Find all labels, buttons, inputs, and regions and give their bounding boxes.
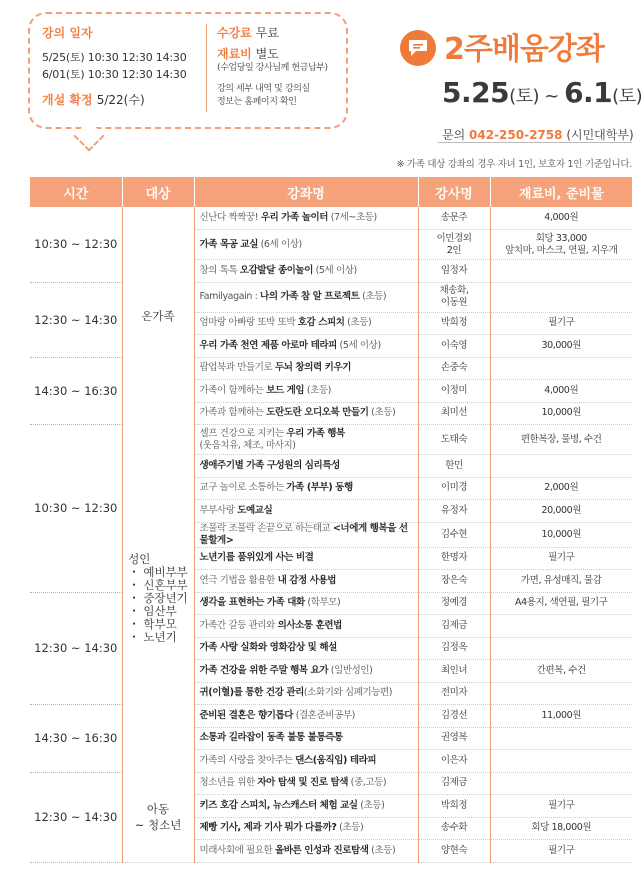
col-fee: 재료비, 준비물 xyxy=(490,177,632,207)
course-bold: 노년기를 품위있게 사는 비결 xyxy=(199,552,314,564)
time-cell: 10:30 ~ 12:30 xyxy=(30,207,122,282)
fee-cell xyxy=(490,615,632,638)
fee-line: 30,000원 xyxy=(541,339,582,351)
instructor-name xyxy=(418,660,490,683)
instructor-name xyxy=(418,570,490,593)
course-name xyxy=(194,207,418,230)
fee-cell xyxy=(490,547,632,570)
fee-line: 회당 18,000원 xyxy=(531,822,592,834)
course-name xyxy=(194,750,418,773)
course-post: (학부모) xyxy=(304,597,341,609)
instructor-line: 손중숙 xyxy=(440,362,468,374)
course-pre: 미래사회에 필요한 xyxy=(199,844,275,856)
info-bubble xyxy=(28,12,348,129)
course-post: (중,고등) xyxy=(348,777,387,789)
instructor-line: 송수화 xyxy=(440,822,468,834)
instructor-line: 임정자 xyxy=(440,264,468,276)
course-bold: 가족 건강을 위한 주말 행복 요가 xyxy=(199,664,329,676)
instructor-line: 채송화, xyxy=(439,285,469,296)
fee-cell xyxy=(490,207,632,230)
instructor-line: 이숙영 xyxy=(440,339,468,351)
course-title-line xyxy=(200,845,416,857)
fee-cell xyxy=(490,750,632,773)
course-name xyxy=(194,282,418,312)
fee-cell xyxy=(490,682,632,705)
fee-block xyxy=(206,24,346,112)
fee-cell xyxy=(490,260,632,283)
instructor-name xyxy=(418,682,490,705)
course-bold: 준비된 결혼은 향기롭다 xyxy=(199,709,294,721)
instructor-name xyxy=(418,425,490,455)
course-post: (초등) xyxy=(336,822,364,834)
course-post: (초등) xyxy=(357,799,385,811)
fee-line: 20,000원 xyxy=(541,504,582,516)
contact xyxy=(442,126,634,143)
table-row xyxy=(30,772,632,795)
fee-cell xyxy=(490,840,632,863)
instructor-name xyxy=(418,547,490,570)
material-label: 재료비 xyxy=(217,47,252,61)
target-cell-youth xyxy=(122,772,194,862)
course-name xyxy=(194,522,418,547)
course-post: (5세 이상) xyxy=(336,339,381,351)
course-name xyxy=(194,380,418,403)
course-table xyxy=(30,177,632,863)
course-post: (초등) xyxy=(359,291,387,302)
course-title-line xyxy=(200,428,416,440)
fee-cell xyxy=(490,705,632,728)
course-name xyxy=(194,615,418,638)
fee-cell xyxy=(490,772,632,795)
fee-cell xyxy=(490,425,632,455)
instructor-name xyxy=(418,380,490,403)
open-value: 5/22(수) xyxy=(96,93,145,107)
tuition-label: 수강료 xyxy=(217,26,252,40)
course-title-line xyxy=(200,800,416,812)
adult-target-item: ・ 신혼부부 xyxy=(128,577,188,592)
instructor-name xyxy=(418,455,490,478)
instructor-line: 이은자 xyxy=(440,754,468,766)
course-pre: Familyagain : xyxy=(199,291,261,302)
material-note: (수업당일 강사님께 현금납부) xyxy=(217,63,328,73)
time-cell: 12:30 ~ 14:30 xyxy=(30,592,122,705)
course-bold: 소통과 길라잡이 동족 불통 불통즉통 xyxy=(199,732,343,744)
course-title-line xyxy=(200,710,416,722)
instructor-name xyxy=(418,705,490,728)
course-pre: 교구 놀이로 소통하는 xyxy=(199,482,287,494)
instructor-line: 전미자 xyxy=(440,687,468,699)
instructor-name xyxy=(418,772,490,795)
material-value: 별도 xyxy=(255,47,279,61)
course-name xyxy=(194,260,418,283)
instructor-line: 양현숙 xyxy=(440,844,468,856)
course-pre: 셀프 건강으로 지키는 xyxy=(199,427,287,439)
instructor-name xyxy=(418,477,490,500)
course-bold: 의사소통 훈련법 xyxy=(277,619,342,631)
material xyxy=(217,45,346,62)
course-title-line xyxy=(200,505,416,517)
detail-note-2: 정보는 홈페이지 확인 xyxy=(217,97,297,107)
target-cell-adult xyxy=(122,425,194,773)
course-bold: 가족 사랑 실화와 영화감상 및 해설 xyxy=(199,642,337,654)
course-name xyxy=(194,592,418,615)
course-pre: 연극 기법을 활용한 xyxy=(199,574,278,586)
fee-line: 앞치마, 마스크, 연필, 지우개 xyxy=(505,244,618,256)
youth-target-youth: 아동 xyxy=(146,801,170,816)
table-row xyxy=(30,357,632,380)
course-bold: 귀(이혈)를 통한 건강 관리 xyxy=(199,687,304,699)
col-instructor: 강사명 xyxy=(418,177,490,207)
table-row xyxy=(30,282,632,312)
instructor-name xyxy=(418,615,490,638)
course-name xyxy=(194,477,418,500)
schedule-line-2: 6/01(토) 10:30 12:30 14:30 xyxy=(42,68,187,81)
course-post: (소화기와 심폐기능편) xyxy=(303,687,393,699)
fee-cell xyxy=(490,500,632,523)
course-name xyxy=(194,402,418,425)
schedule-block xyxy=(42,24,207,108)
course-bold: <너에게 행복을 선물할게> xyxy=(199,522,408,546)
adult-target-item: ・ 중장년기 xyxy=(128,590,188,605)
course-bold: 자아 탐색 및 진로 탐색 xyxy=(257,777,349,789)
course-name xyxy=(194,660,418,683)
course-name xyxy=(194,547,418,570)
instructor-line: 이정미 xyxy=(440,384,468,396)
course-post: (6세 이상) xyxy=(257,238,302,250)
instructor-name xyxy=(418,335,490,358)
course-title-line xyxy=(200,362,416,374)
instructor-line: 한민 xyxy=(445,459,463,471)
instructor-name xyxy=(418,357,490,380)
course-bold: 내 감정 사용법 xyxy=(277,574,337,586)
course-title-line xyxy=(200,460,416,472)
fee-cell xyxy=(490,402,632,425)
page-title: 2주배움강좌 xyxy=(444,32,604,67)
instructor-name xyxy=(418,260,490,283)
fee-cell xyxy=(490,455,632,478)
fee-cell xyxy=(490,795,632,818)
course-title-line xyxy=(200,642,416,654)
instructor-name xyxy=(418,282,490,312)
contact-number: 042-250-2758 xyxy=(469,128,563,142)
course-pre: 가족이 함께하는 xyxy=(199,384,267,396)
course-name xyxy=(194,500,418,523)
instructor-line: 장은숙 xyxy=(440,574,468,586)
fee-cell xyxy=(490,357,632,380)
instructor-line: 이민경외 xyxy=(436,232,472,244)
course-post: (초등) xyxy=(344,317,372,329)
course-name xyxy=(194,772,418,795)
course-title-line xyxy=(200,620,416,632)
fee-line: 11,000원 xyxy=(541,709,582,721)
course-pre: 가족과 함께하는 xyxy=(199,407,267,419)
course-post: (7세~초등) xyxy=(328,212,377,223)
instructor-name xyxy=(418,750,490,773)
instructor-name xyxy=(418,727,490,750)
instructor-name xyxy=(418,817,490,840)
course-post: (초등) xyxy=(304,384,331,396)
schedule-line-1: 5/25(토) 10:30 12:30 14:30 xyxy=(42,51,187,64)
course-bold: 도란도란 오디오북 만들기 xyxy=(266,407,369,419)
instructor-line: 2인 xyxy=(446,244,462,256)
fee-line: 가면, 유성매직, 물감 xyxy=(520,574,602,586)
fee-cell xyxy=(490,570,632,593)
fee-cell xyxy=(490,637,632,660)
instructor-name xyxy=(418,840,490,863)
course-name xyxy=(194,425,418,455)
course-title-line xyxy=(200,687,416,699)
fee-cell xyxy=(490,817,632,840)
family-note: ※ 가족 대상 강좌의 경우 자녀 1인, 보호자 1인 기준입니다. xyxy=(396,159,632,170)
fee-cell xyxy=(490,335,632,358)
col-target: 대상 xyxy=(122,177,194,207)
course-bold: 우리 가족 놀이터 xyxy=(260,212,329,223)
instructor-line: 최인녀 xyxy=(440,664,468,676)
course-name xyxy=(194,840,418,863)
fee-line: 4,000원 xyxy=(544,384,579,396)
adult-target-list xyxy=(128,553,188,644)
instructor-line: 김제금 xyxy=(440,777,468,789)
course-title-line xyxy=(200,822,416,834)
instructor-name xyxy=(418,207,490,230)
course-bold: 가족 (부부) 동행 xyxy=(286,482,353,494)
course-post: (초등) xyxy=(368,407,396,419)
course-bold: 보드 게임 xyxy=(266,384,305,396)
course-pre: 엄마랑 아빠랑 또박 또박 xyxy=(199,317,298,329)
table-row xyxy=(30,592,632,615)
instructor-line: 김수현 xyxy=(440,528,468,540)
fee-cell xyxy=(490,522,632,547)
course-name xyxy=(194,570,418,593)
time-cell: 14:30 ~ 16:30 xyxy=(30,705,122,773)
course-title-line xyxy=(200,340,416,352)
instructor-line: 한명자 xyxy=(440,552,468,564)
time-cell: 12:30 ~ 14:30 xyxy=(30,772,122,862)
course-bold: 제빵 기사, 제과 기사 뭐가 다를까? xyxy=(199,822,337,834)
course-post: (초등) xyxy=(368,844,396,856)
instructor-line: 이동원 xyxy=(440,297,468,308)
table-row xyxy=(30,425,632,455)
instructor-line: 이미경 xyxy=(440,482,468,494)
date-start: 5.25 xyxy=(442,76,510,109)
instructor-name xyxy=(418,637,490,660)
course-bold: 우리 가족 천연 제품 아로마 테라피 xyxy=(199,339,337,351)
fee-cell xyxy=(490,660,632,683)
course-bold: 댄스(움직임) 테라피 xyxy=(295,754,377,766)
speech-bubble-icon xyxy=(400,30,436,66)
course-post: (일반성인) xyxy=(328,664,373,676)
course-title-line xyxy=(200,265,416,277)
contact-divider xyxy=(438,142,632,143)
date-tilde: ~ xyxy=(539,86,565,107)
schedule-title: 강의 일자 xyxy=(42,26,93,40)
fee-line: 10,000원 xyxy=(541,528,582,540)
course-name xyxy=(194,357,418,380)
tuition-value: 무료 xyxy=(255,26,279,40)
contact-label: 문의 xyxy=(442,128,466,142)
fee-cell xyxy=(490,727,632,750)
course-subtitle: (웃음치유, 체조, 마사지) xyxy=(199,439,296,451)
fee-cell xyxy=(490,380,632,403)
course-title-line xyxy=(200,552,416,564)
course-name xyxy=(194,312,418,335)
course-pre: 부부사랑 xyxy=(199,504,238,516)
instructor-name xyxy=(418,402,490,425)
fee-cell xyxy=(490,592,632,615)
time-cell: 12:30 ~ 14:30 xyxy=(30,282,122,357)
col-course: 강좌명 xyxy=(194,177,418,207)
fee-line: 필기구 xyxy=(548,844,575,856)
col-time: 시간 xyxy=(30,177,122,207)
detail-note-1: 강의 세부 내역 및 강의실 xyxy=(217,84,310,94)
adult-target-item: ・ 학부모 xyxy=(128,616,177,631)
course-bold: 생각을 표현하는 가족 대화 xyxy=(199,597,305,609)
open-confirm xyxy=(42,91,207,108)
fee-line: 필기구 xyxy=(548,799,575,811)
instructor-line: 김정옥 xyxy=(440,642,468,654)
course-title-line xyxy=(200,732,416,744)
course-title-line xyxy=(200,755,416,767)
course-title-line xyxy=(200,665,416,677)
course-pre: 창의 톡톡 xyxy=(199,264,240,276)
course-pre: 가족의 사랑을 찾아주는 xyxy=(199,754,296,766)
course-bold: 도예교실 xyxy=(237,504,273,516)
course-bold: 두뇌 창의력 키우기 xyxy=(274,362,351,374)
course-name xyxy=(194,682,418,705)
instructor-name xyxy=(418,312,490,335)
instructor-name xyxy=(418,522,490,547)
fee-cell xyxy=(490,282,632,312)
course-title-line xyxy=(200,777,416,789)
time-cell: 10:30 ~ 12:30 xyxy=(30,425,122,593)
course-title-line xyxy=(200,575,416,587)
instructor-name xyxy=(418,500,490,523)
course-name xyxy=(194,230,418,260)
course-bold: 올바른 인성과 진로탐색 xyxy=(274,844,369,856)
open-label: 개설 확정 xyxy=(42,93,93,107)
course-pre: 가족간 갈등 관리와 xyxy=(199,619,278,631)
course-name xyxy=(194,727,418,750)
course-title-line xyxy=(200,212,416,224)
date-end: 6.1 xyxy=(564,76,613,109)
instructor-line: 유정자 xyxy=(440,504,468,516)
youth-target-youth2: ~ 청소년 xyxy=(134,817,182,832)
target-cell-family: 온가족 xyxy=(122,207,194,425)
fee-line: 편한복장, 물병, 수건 xyxy=(520,433,602,445)
instructor-line: 정예경 xyxy=(440,597,468,609)
course-bold: 오감발달 종이놀이 xyxy=(239,264,313,276)
instructor-line: 송문주 xyxy=(440,212,468,223)
adult-target-item: ・ 노년기 xyxy=(128,629,177,644)
fee-cell xyxy=(490,312,632,335)
tuition xyxy=(217,24,346,41)
time-cell: 14:30 ~ 16:30 xyxy=(30,357,122,425)
course-name xyxy=(194,335,418,358)
instructor-name xyxy=(418,230,490,260)
date-start-day: (토) xyxy=(509,86,540,107)
course-bold: 키즈 호감 스피치, 뉴스캐스터 체험 교실 xyxy=(199,799,358,811)
course-name xyxy=(194,637,418,660)
fee-cell xyxy=(490,230,632,260)
table-row xyxy=(30,207,632,230)
course-bold: 나의 가족 참 알 프로젝트 xyxy=(260,291,360,302)
course-pre: 팝업북과 만들기로 xyxy=(199,362,275,374)
course-bold: 가족 목공 교실 xyxy=(199,238,258,250)
instructor-line: 권영복 xyxy=(440,732,468,744)
course-title-line xyxy=(200,239,416,251)
course-post: (결혼준비공부) xyxy=(293,709,355,721)
course-title-line xyxy=(200,291,416,303)
instructor-line: 최미선 xyxy=(440,407,468,419)
instructor-name xyxy=(418,592,490,615)
fee-line: 4,000원 xyxy=(544,212,579,223)
course-title-line xyxy=(200,597,416,609)
course-bold: 우리 가족 행복 xyxy=(286,427,345,439)
date-range xyxy=(442,76,642,109)
course-bold: 호감 스피치 xyxy=(297,317,345,329)
fee-line: 필기구 xyxy=(548,317,575,329)
fee-line: 10,000원 xyxy=(541,407,582,419)
contact-org: (시민대학부) xyxy=(566,128,634,142)
table-header xyxy=(30,177,632,207)
course-name xyxy=(194,455,418,478)
adult-title: 성인 xyxy=(128,551,151,566)
course-name xyxy=(194,795,418,818)
course-post: (5세 이상) xyxy=(312,264,357,276)
course-name xyxy=(194,705,418,728)
course-title-line xyxy=(200,385,416,397)
date-end-day: (토) xyxy=(612,86,642,107)
fee-line: 회당 33,000 xyxy=(535,232,587,244)
instructor-line: 박희정 xyxy=(440,317,468,329)
fee-cell xyxy=(490,477,632,500)
course-pre: 청소년을 위한 xyxy=(199,777,258,789)
fee-line: 필기구 xyxy=(548,552,575,564)
course-title-line xyxy=(200,407,416,419)
table-row xyxy=(30,705,632,728)
instructor-line: 김제금 xyxy=(440,619,468,631)
course-title-line xyxy=(200,523,416,547)
instructor-line: 김경선 xyxy=(440,709,468,721)
course-title-line xyxy=(200,317,416,329)
adult-target-item: ・ 예비부부 xyxy=(128,564,188,579)
course-name xyxy=(194,817,418,840)
course-title-line xyxy=(200,482,416,494)
fee-line: 간편복, 수건 xyxy=(536,664,586,676)
fee-line: A4용지, 색연필, 필기구 xyxy=(515,597,608,609)
instructor-line: 도태숙 xyxy=(440,433,468,445)
instructor-name xyxy=(418,795,490,818)
adult-target-item: ・ 임산부 xyxy=(128,603,177,618)
table-body xyxy=(30,207,632,862)
instructor-line: 박희정 xyxy=(440,799,468,811)
course-pre: 신난다 짝짝꿍! xyxy=(199,212,261,223)
fee-line: 2,000원 xyxy=(544,482,579,494)
course-pre: 조물락 조물락 손끝으로 하는태교 xyxy=(199,522,333,534)
course-bold: 생애주기별 가족 구성원의 심리특성 xyxy=(199,459,340,471)
